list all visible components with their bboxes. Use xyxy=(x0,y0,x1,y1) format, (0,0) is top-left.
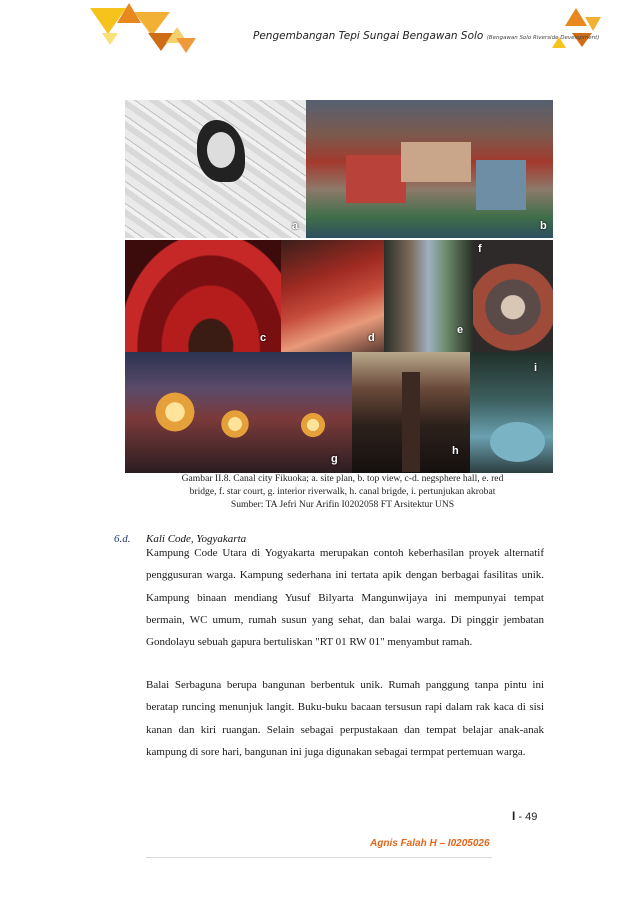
panel-label-e: e xyxy=(457,324,464,336)
page-number xyxy=(512,809,537,823)
section-title: Kali Code, Yogyakarta xyxy=(146,533,247,545)
header-title xyxy=(253,30,599,42)
header-subtitle: (Bengawan Solo Riverside Development) xyxy=(486,35,600,41)
caption-source: Sumber: TA Jefri Nur Arifin I0202058 FT Arsitektur UNS xyxy=(230,499,455,510)
photo-interior-riverwalk xyxy=(125,352,352,473)
caption-line-1: Gambar II.8. Canal city Fikuoka; a. site plan, b. top view, c-d. negsphere hall, e. red xyxy=(181,473,504,484)
photo-star-court xyxy=(473,240,553,352)
photo-site-plan xyxy=(125,100,306,238)
footer-divider xyxy=(146,857,492,858)
caption-line-2: bridge, f. star court, g. interior riverwalk, h. canal brigde, i. pertunjukan akrobat xyxy=(189,486,496,497)
panel-label-g: g xyxy=(331,453,338,465)
section-number: 6.d. xyxy=(114,533,131,545)
panel-label-d: d xyxy=(368,332,375,344)
panel-label-i: i xyxy=(534,362,538,374)
photo-red-bridge xyxy=(384,240,473,352)
page-chapter: I xyxy=(512,809,516,823)
photo-acrobat-show xyxy=(470,352,553,473)
figure-caption xyxy=(140,472,545,511)
photo-top-view xyxy=(306,100,553,238)
photo-canal-bridge xyxy=(352,352,470,473)
photo-hall-detail xyxy=(281,240,384,352)
panel-label-f: f xyxy=(478,243,482,255)
photo-hall-overview xyxy=(125,240,281,352)
footer-author: Agnis Falah H – I0205026 xyxy=(370,838,490,849)
page-number-value: - 49 xyxy=(518,811,538,823)
paragraph-2: Balai Serbaguna berupa bangunan berbentuk unik. Rumah panggung tanpa pintu ini beratap runcing menunjuk langit. Buku-buku bacaan tersusun rapi dalam rak kaca di sisi kanan dan kiri ruangan. Selain sebagai perpustakaan dan tempat belajar anak-anak kampung di sore hari, bangunan ini juga digunakan sebagai termpat pertemuan warga. xyxy=(146,679,544,758)
panel-label-c: c xyxy=(260,332,267,344)
panel-label-h: h xyxy=(452,445,459,457)
panel-label-b: b xyxy=(540,220,547,232)
paragraph-1: Kampung Code Utara di Yogyakarta merupakan contoh keberhasilan proyek alternatif penggusuran warga. Kampung sederhana ini tertata apik dengan berbagai fasilitas unik. Kampung binaan mendiang Yusuf Bilyarta Mangunwijaya ini mempunyai tempat bermain, WC umum, rumah susun yang sehat, dan balai warga. Di pinggir jembatan Gondolayu sebuah gapura bertuliskan "RT 01 RW 01" menyambut ramah. xyxy=(146,547,544,649)
panel-label-a: a xyxy=(292,220,299,232)
header-title-main: Pengembangan Tepi Sungai Bengawan Solo xyxy=(253,30,484,42)
